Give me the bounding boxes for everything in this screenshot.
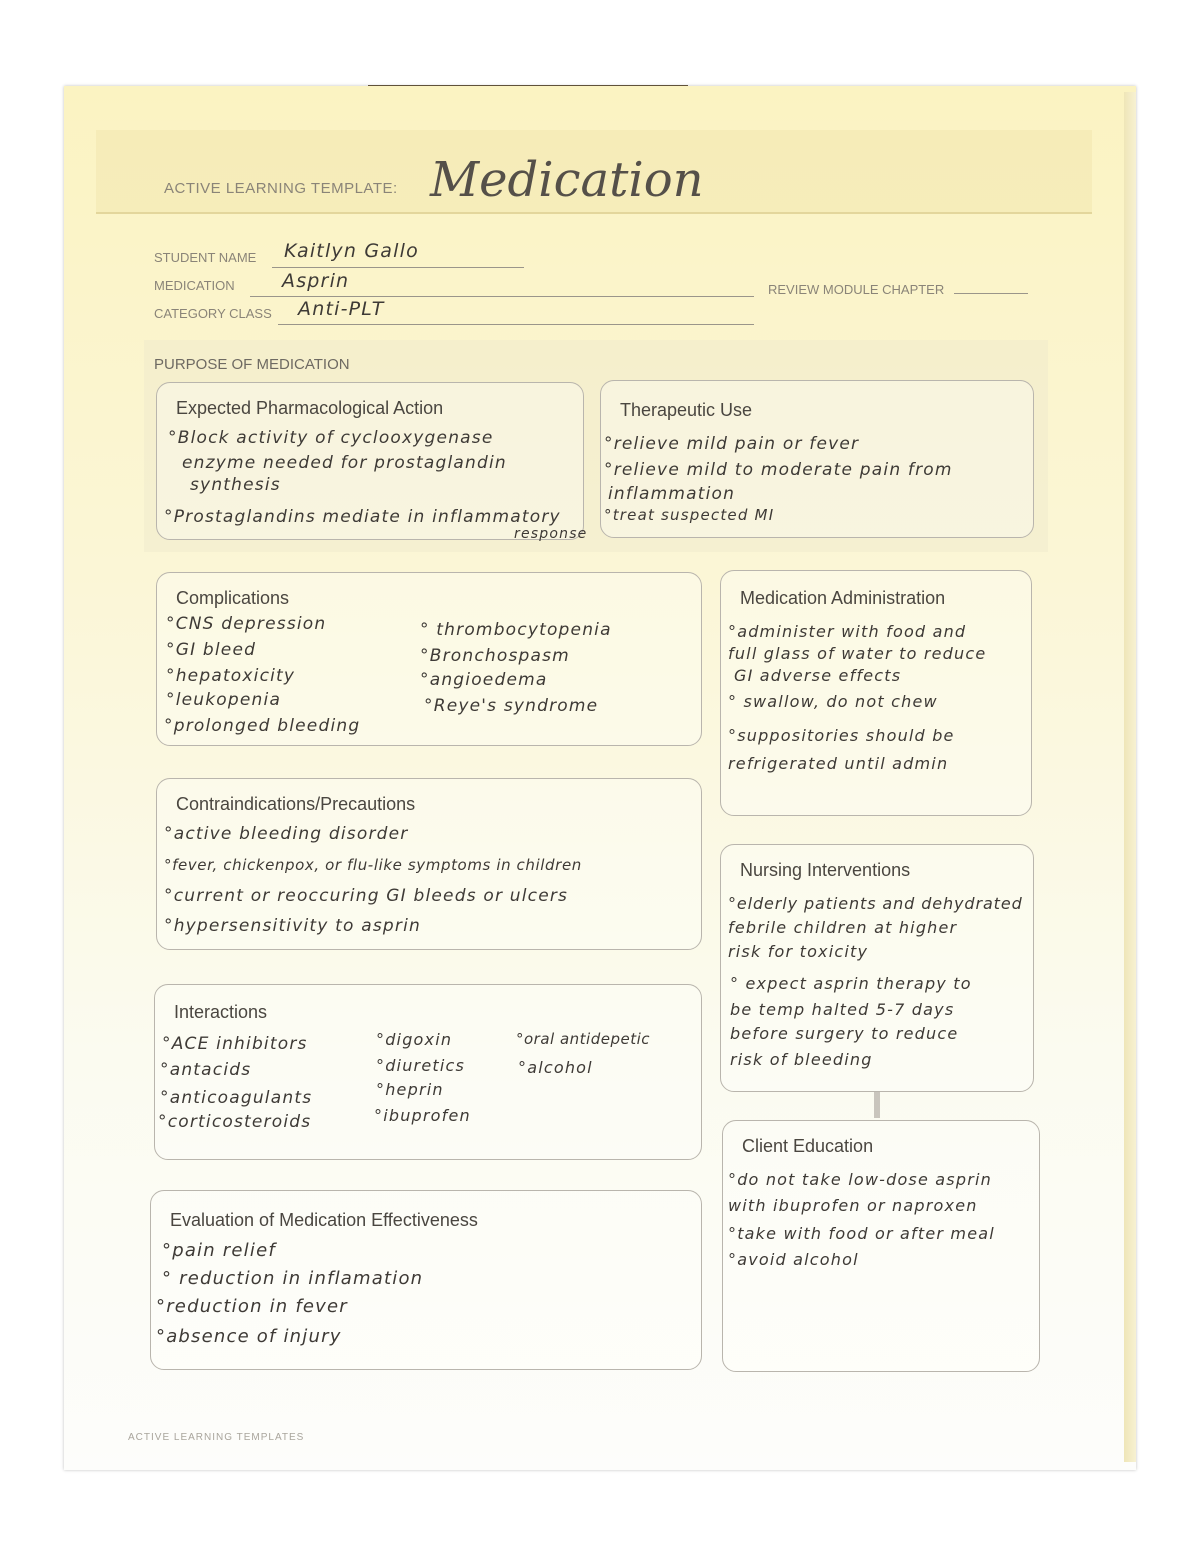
administration-line-6: refrigerated until admin	[728, 754, 949, 773]
complications-title: Complications	[176, 588, 290, 608]
administration-line-3: GI adverse effects	[734, 666, 902, 685]
therapeutic-line-4: °treat suspected MI	[604, 506, 775, 524]
complication-item: °GI bleed	[166, 640, 257, 660]
interaction-item: °digoxin	[376, 1030, 453, 1049]
expected-action-title: Expected Pharmacological Action	[176, 398, 444, 418]
administration-line-1: °administer with food and	[728, 622, 967, 641]
therapeutic-line-2: °relieve mild to moderate pain from	[604, 460, 953, 480]
complication-item: °hepatoxicity	[166, 666, 296, 686]
evaluation-line-2: ° reduction in inflamation	[162, 1268, 424, 1289]
expected-line-5: response	[514, 526, 588, 542]
evaluation-title: Evaluation of Medication Effectiveness	[170, 1210, 478, 1230]
template-title: Medication	[430, 152, 704, 208]
contraindications-title: Contraindications/Precautions	[176, 794, 416, 814]
administration-line-5: °suppositories should be	[728, 726, 955, 745]
therapeutic-use-title: Therapeutic Use	[620, 400, 753, 420]
complication-item: °angioedema	[420, 670, 548, 690]
interaction-item: °anticoagulants	[160, 1088, 313, 1108]
complication-item: °Bronchospasm	[420, 646, 570, 666]
expected-line-2: enzyme needed for prostaglandin	[182, 453, 507, 473]
sheet-stack-edge	[1124, 92, 1136, 1462]
expected-line-3: synthesis	[190, 475, 281, 495]
administration-title: Medication Administration	[740, 588, 946, 608]
complication-item: °Reye's syndrome	[424, 696, 599, 716]
complication-item: ° thrombocytopenia	[420, 620, 612, 640]
interaction-item: °alcohol	[518, 1058, 593, 1077]
therapeutic-line-1: °relieve mild pain or fever	[604, 434, 860, 454]
education-line-4: °avoid alcohol	[728, 1250, 859, 1269]
evaluation-line-3: °reduction in fever	[156, 1296, 348, 1317]
complication-item: °prolonged bleeding	[164, 716, 361, 736]
complication-item: °leukopenia	[166, 690, 282, 710]
evaluation-line-1: °pain relief	[162, 1240, 276, 1261]
category-class-line	[278, 324, 754, 325]
interaction-item: °ACE inhibitors	[162, 1034, 308, 1054]
nursing-line-5: be temp halted 5-7 days	[730, 1000, 955, 1019]
nursing-interventions-title: Nursing Interventions	[740, 860, 911, 880]
footer-text: ACTIVE LEARNING TEMPLATES	[128, 1432, 305, 1443]
client-education-title: Client Education	[742, 1136, 874, 1156]
purpose-label: PURPOSE OF MEDICATION	[154, 356, 350, 373]
interactions-title: Interactions	[174, 1002, 268, 1022]
education-line-3: °take with food or after meal	[728, 1224, 995, 1243]
evaluation-line-4: °absence of injury	[156, 1326, 342, 1347]
interaction-item: °heprin	[376, 1080, 444, 1099]
administration-line-4: ° swallow, do not chew	[728, 692, 938, 711]
interaction-item: °antacids	[160, 1060, 252, 1080]
therapeutic-line-3: inflammation	[608, 484, 736, 504]
connector	[874, 1092, 880, 1118]
nursing-line-6: before surgery to reduce	[730, 1024, 959, 1043]
template-label: ACTIVE LEARNING TEMPLATE:	[164, 180, 398, 197]
education-line-2: with ibuprofen or naproxen	[728, 1196, 978, 1215]
interaction-item: °corticosteroids	[158, 1112, 312, 1132]
medication-line	[250, 296, 754, 297]
interaction-item: °ibuprofen	[374, 1106, 471, 1125]
nursing-line-2: febrile children at higher	[728, 918, 958, 937]
contraindication-line-4: °hypersensitivity to asprin	[164, 916, 421, 936]
contraindication-line-2: °fever, chickenpox, or flu-like symptoms in children	[164, 856, 582, 874]
medication-label: MEDICATION	[154, 278, 235, 293]
category-class-label: CATEGORY CLASS	[154, 306, 272, 321]
administration-line-2: full glass of water to reduce	[728, 644, 987, 663]
nursing-line-7: risk of bleeding	[730, 1050, 873, 1069]
client-education-box	[722, 1120, 1040, 1372]
interaction-item: °oral antidepetic	[516, 1030, 651, 1048]
expected-line-4: °Prostaglandins mediate in inflammatory	[164, 507, 561, 527]
contraindication-line-3: °current or reoccuring GI bleeds or ulcers	[164, 886, 569, 906]
category-class-value[interactable]: Anti-PLT	[298, 298, 385, 320]
student-name-label: STUDENT NAME	[154, 250, 257, 265]
student-name-line	[272, 267, 524, 268]
expected-line-1: °Block activity of cyclooxygenase	[168, 428, 494, 448]
student-name-value[interactable]: Kaitlyn Gallo	[284, 240, 419, 262]
education-line-1: °do not take low-dose asprin	[728, 1170, 992, 1189]
nursing-line-3: risk for toxicity	[728, 942, 869, 961]
nursing-line-1: °elderly patients and dehydrated	[728, 894, 1023, 913]
interaction-item: °diuretics	[376, 1056, 466, 1075]
medication-value[interactable]: Asprin	[282, 270, 350, 292]
nursing-line-4: ° expect asprin therapy to	[730, 974, 972, 993]
review-module-label: REVIEW MODULE CHAPTER	[768, 282, 945, 297]
complication-item: °CNS depression	[166, 614, 327, 634]
contraindication-line-1: °active bleeding disorder	[164, 824, 409, 844]
review-module-line[interactable]	[954, 293, 1028, 294]
